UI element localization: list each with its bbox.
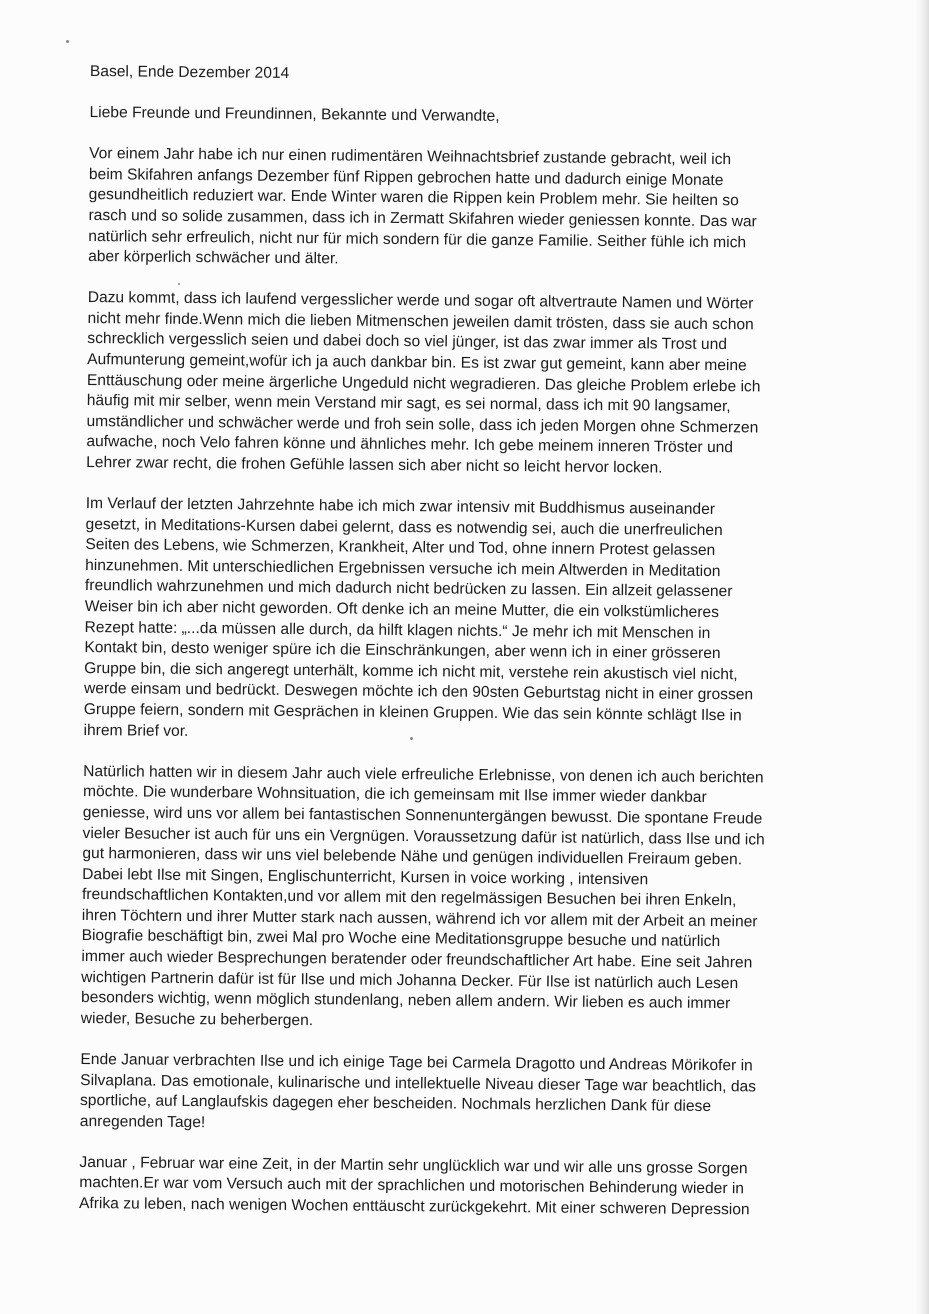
text-line: Im Verlauf der letzten Jahrzehnte habe ich mich zwar intensiv mit Buddhismus auseinander xyxy=(85,495,716,519)
text-line: natürlich sehr erfreulich, nicht nur für mich sondern für die ganze Familie. Seither fühle ich mich xyxy=(88,227,747,251)
text-line: anregenden Tage! xyxy=(79,1112,206,1131)
text-line: Dabei lebt Ilse mit Singen, Englischunterricht, Kursen in voice working , intensiven xyxy=(82,865,649,889)
text-line: immer auch wieder Besprechungen beratender oder freundschaftlicher Art habe. Eine seit Jahren xyxy=(81,948,753,972)
paragraph-4 xyxy=(81,762,829,1037)
salutation: Liebe Freunde und Freundinnen, Bekannte und Verwandte, xyxy=(89,104,500,126)
text-line: Rezept hatte: „...da müssen alle durch, da hilft klagen nichts.“ Je mehr ich mit Menschen in xyxy=(84,618,711,642)
letter-body xyxy=(79,62,835,1242)
text-line: gut harmonieren, dass wir uns viel belebende Nähe und genügen individuellen Freiraum geben. xyxy=(82,845,743,869)
place-and-date: Basel, Ende Dezember 2014 xyxy=(89,62,290,82)
text-line: aber körperlich schwächer und älter. xyxy=(88,248,339,268)
text-line: Dazu kommt, dass ich laufend vergesslicher werde und sogar oft altvertraute Namen und Wörter xyxy=(87,289,754,313)
page-edge-shadow xyxy=(915,0,929,1314)
text-line: Kontakt bin, desto weniger spüre ich die Einschränkungen, aber wenn ich in einer grösseren xyxy=(84,639,721,663)
paragraph-2 xyxy=(86,288,833,480)
text-line: freundlich wahrzunehmen und mich dadurch nicht bedrücken zu lassen. Ein allzeit gelassener xyxy=(84,577,733,601)
text-line: vieler Besucher ist auch für uns ein Vergnügen. Voraussetzung dafür ist natürlich, dass Ilse und ich xyxy=(82,824,765,849)
text-line: Aufmunterung gemeint,wofür ich ja auch dankbar bin. Es ist zwar gut gemeint, kann aber meine xyxy=(87,351,747,375)
text-line: sportliche, auf Langlaufskis dagegen eher bescheiden. Nochmals herzlichen Dank für diese xyxy=(79,1092,712,1116)
text-line: häufig mit mir selber, wenn mein Verstand mir sagt, es sei normal, dass ich mit 90 langsamer, xyxy=(86,392,731,416)
text-line: umständlicher und schwächer werde und froh sein solle, dass ich jeden Morgen ohne Schmerzen xyxy=(86,412,759,437)
text-line: geniesse, wird uns vor allem bei fantastischen Sonnenuntergängen bewusst. Die spontane Freude xyxy=(82,803,763,828)
text-line: Vor einem Jahr habe ich nur einen rudimentären Weihnachtsbrief zustande gebracht, weil ich xyxy=(89,145,732,169)
text-line: beim Skifahren anfangs Dezember fünf Rippen gebrochen hatte und dadurch einige Monate xyxy=(88,165,724,189)
text-line: nicht mehr finde.Wenn mich die lieben Mitmenschen jeweilen damit trösten, dass sie auch schon xyxy=(87,309,754,334)
paragraph-5 xyxy=(80,1050,826,1140)
paragraph-1 xyxy=(88,144,834,275)
text-line: gesetzt, in Meditations-Kursen dabei gelernt, dass es notwendig sei, auch die unerfreulichen xyxy=(85,515,723,539)
text-line: Gruppe feiern, sondern mit Gesprächen in kleinen Gruppen. Wie das sein könnte schlägt Ilse in xyxy=(83,701,742,725)
text-line: möchte. Die wunderbare Wohnsituation, die ich gemeinsam mit Ilse immer wieder dankbar xyxy=(82,783,707,807)
text-line: Natürlich hatten wir in diesem Jahr auch viele erfreuliche Erlebnisse, von denen ich auch berichten xyxy=(83,762,764,787)
text-line: Seiten des Lebens, wie Schmerzen, Krankheit, Alter und Tod, ohne innern Protest gelassen xyxy=(85,536,716,560)
paragraph-6 xyxy=(79,1153,825,1222)
text-line: aufwache, noch Velo fahren könne und ähnliches mehr. Ich gebe meinem inneren Tröster und xyxy=(86,433,734,457)
text-line: Weiser bin ich aber nicht geworden. Oft denke ich an meine Mutter, die ein volkstümlicheres xyxy=(84,598,720,622)
text-line: Afrika zu leben, nach wenigen Wochen enttäuscht zurückgekehrt. Mit einer schweren Depression xyxy=(78,1194,750,1219)
paragraph-3 xyxy=(83,494,830,748)
text-line: wichtigen Partnerin dafür ist für Ilse und mich Johanna Decker. Für Ilse ist natürlich auch Lesen xyxy=(81,968,739,992)
text-line: besonders wichtig, wenn möglich stundenlang, neben allem andern. Wir lieben es auch immer xyxy=(80,989,731,1013)
text-line: schrecklich vergesslich seien und dabei doch so viel jünger, ist das zwar immer als Trost und xyxy=(87,330,728,354)
text-line: wieder, Besuche zu beherbergen. xyxy=(80,1009,314,1030)
text-line: Gruppe bin, die sich angeregt unterhält, komme ich nicht mit, verstehe rein akustisch viel nicht, xyxy=(84,659,738,684)
text-line: ihrem Brief vor. xyxy=(83,721,189,740)
scan-speck xyxy=(66,40,69,43)
text-line: Ende Januar verbrachten Ilse und ich einige Tage bei Carmela Dragotto und Andreas Mörikofer in xyxy=(80,1050,753,1075)
text-line: Silvaplana. Das emotionale, kulinarische und intellektuelle Niveau dieser Tage war beachtlich, das xyxy=(80,1071,757,1095)
text-line: Lehrer zwar recht, die frohen Gefühle lassen sich aber nicht so leicht hervor locken. xyxy=(86,453,663,477)
text-line: machten.Er war vom Versuch auch mit der sprachlichen und motorischen Behinderung wieder in xyxy=(79,1174,745,1198)
text-line: Biografie beschäftigt bin, zwei Mal pro Woche eine Meditationsgruppe besuche und natürlich xyxy=(81,927,721,951)
text-line: werde einsam und bedrückt. Deswegen möchte ich den 90sten Geburtstag nicht in einer grossen xyxy=(83,680,754,704)
text-line: rasch und so solide zusammen, dass ich in Zermatt Skifahren wieder geniessen konnte. Das war xyxy=(88,206,757,231)
text-line: freundschaftlichen Kontakten,und vor allem mit den regelmässigen Besuchen bei ihren Enkeln, xyxy=(81,886,737,910)
text-line: Enttäuschung oder meine ärgerliche Ungeduld nicht wegradieren. Das gleiche Problem erlebe ich xyxy=(86,371,761,396)
text-line: gesundheitlich reduziert war. Ende Winter waren die Rippen kein Problem mehr. Sie heilten so xyxy=(88,186,739,210)
text-line: hinzunehmen. Mit unterschiedlichen Ergebnissen versuche ich mein Altwerden in Meditation xyxy=(85,556,721,580)
text-line: Januar , Februar war eine Zeit, in der Martin sehr unglücklich war und wir alle uns grosse Sorgen xyxy=(79,1153,748,1178)
text-line: ihren Töchtern und ihrer Mutter stark nach aussen, während ich vor allem mit der Arbeit an meiner xyxy=(81,906,758,931)
